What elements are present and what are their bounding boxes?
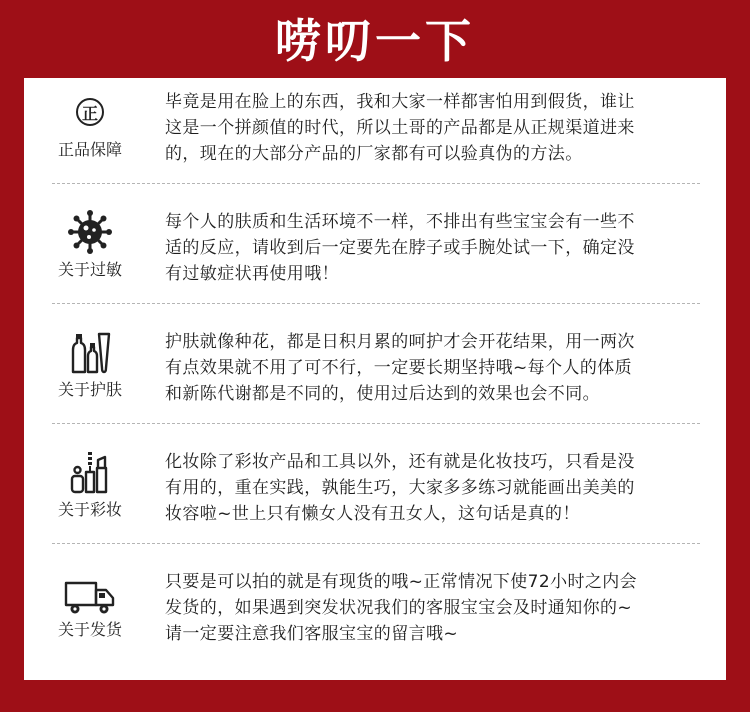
section-makeup xyxy=(24,438,726,558)
section-text xyxy=(165,209,705,287)
section-skincare xyxy=(24,318,726,438)
text-line: 妆容啦~世上只有懒女人没有丑女人，这句话是真的！ xyxy=(165,504,580,524)
text-line: 请一定要注意我们客服宝宝的留言哦~ xyxy=(165,624,459,644)
section-text xyxy=(165,449,705,527)
page-title: 唠叨一下 xyxy=(275,14,475,68)
text-line: 的，现在的大部分产品的厂家都有可以验真伪的方法。 xyxy=(165,144,583,164)
delivery-truck-icon xyxy=(62,576,118,620)
dashed-divider xyxy=(52,423,700,424)
section-text xyxy=(165,329,705,407)
text-line: 有用的，重在实践，孰能生巧，大家多多练习就能画出美美的 xyxy=(165,478,635,498)
dashed-divider xyxy=(52,543,700,544)
dashed-divider xyxy=(52,183,700,184)
section-shipping xyxy=(24,558,726,680)
text-line: 和新陈代谢都是不同的，使用过后达到的效果也会不同。 xyxy=(165,384,600,404)
text-line: 化妆除了彩妆产品和工具以外，还有就是化妆技巧，只看是没 xyxy=(165,452,635,472)
section-label: 关于发货 xyxy=(57,620,122,639)
zheng-badge-icon: 正 xyxy=(64,90,116,134)
text-line: 适的反应，请收到后一定要先在脖子或手腕处试一下，确定没 xyxy=(165,238,635,258)
section-label: 关于彩妆 xyxy=(57,500,122,519)
text-line: 每个人的肤质和生活环境不一样，不排出有些宝宝会有一些不 xyxy=(165,212,635,232)
text-line: 只要是可以拍的就是有现货的哦~正常情况下使72小时之内会 xyxy=(165,572,638,592)
virus-icon xyxy=(64,210,116,254)
section-label: 正品保障 xyxy=(57,140,122,159)
section-label: 关于护肤 xyxy=(57,380,122,399)
text-line: 有过敏症状再使用哦！ xyxy=(165,264,339,284)
section-label: 关于过敏 xyxy=(57,260,122,279)
skincare-bottles-icon xyxy=(64,330,116,374)
info-card xyxy=(24,78,726,680)
text-line: 毕竟是用在脸上的东西，我和大家一样都害怕用到假货，谁让 xyxy=(165,92,635,112)
dashed-divider xyxy=(52,303,700,304)
text-line: 有点效果就不用了可不行，一定要长期坚持哦~每个人的体质 xyxy=(165,358,633,378)
section-authentic xyxy=(24,78,726,198)
section-text xyxy=(165,89,705,167)
text-line: 发货的，如果遇到突发状况我们的客服宝宝会及时通知你的~ xyxy=(165,598,633,618)
text-line: 护肤就像种花，都是日积月累的呵护才会开花结果，用一两次 xyxy=(165,332,635,352)
text-line: 这是一个拼颜值的时代，所以土哥的产品都是从正规渠道进来 xyxy=(165,118,635,138)
section-text xyxy=(165,569,705,647)
section-allergy xyxy=(24,198,726,318)
makeup-icon xyxy=(64,450,116,494)
